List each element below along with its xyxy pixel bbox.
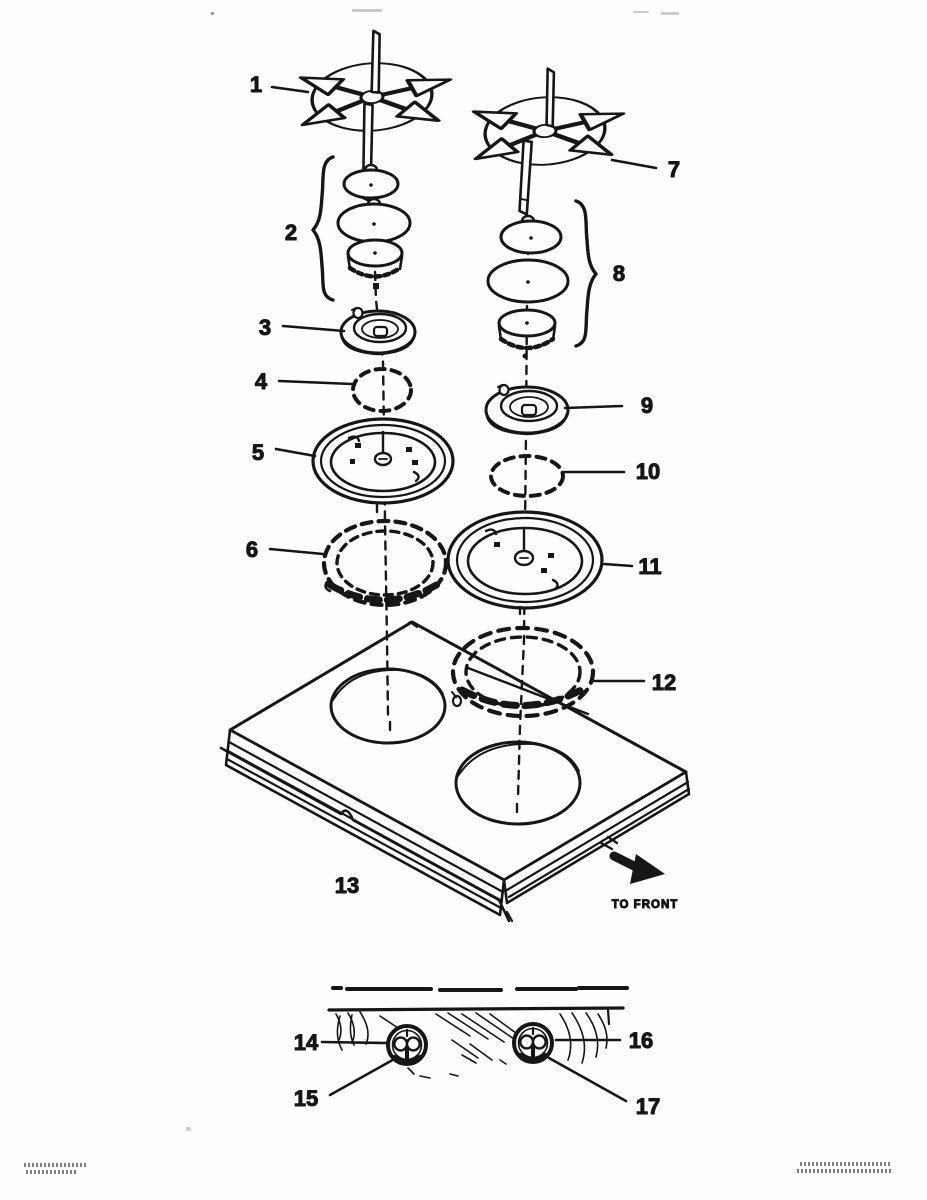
panel-edge-segments bbox=[333, 988, 627, 990]
right-retainer-ring bbox=[491, 456, 563, 496]
callout-13-label: 13 bbox=[334, 873, 360, 898]
callout-4-label: 4 bbox=[254, 369, 268, 394]
callout-17-label: 17 bbox=[635, 1094, 661, 1119]
left-drip-pan bbox=[313, 419, 453, 512]
control-panel-section bbox=[329, 988, 627, 1078]
cooktop-base bbox=[221, 622, 689, 921]
to-front-label: TO FRONT bbox=[611, 899, 679, 911]
callout-14-label: 14 bbox=[293, 1030, 319, 1055]
right-drip-pan bbox=[448, 512, 602, 614]
callout-2-label: 2 bbox=[284, 220, 298, 245]
left-retainer-ring bbox=[353, 369, 411, 411]
right-burner-cap-stack bbox=[488, 201, 596, 359]
scan-speck bbox=[352, 9, 382, 12]
fine-print-left-line1 bbox=[24, 1163, 88, 1167]
right-burner-bowl bbox=[486, 385, 568, 434]
fine-print-left-line2 bbox=[26, 1170, 76, 1174]
callout-5-label: 5 bbox=[251, 440, 265, 465]
callout-16-label: 16 bbox=[628, 1028, 654, 1053]
callout-10-label: 10 bbox=[635, 459, 661, 484]
scan-speck bbox=[633, 11, 649, 13]
callout-labels bbox=[246, 72, 680, 1119]
fine-print-right-line2 bbox=[797, 1169, 893, 1173]
callout-11-label: 11 bbox=[638, 554, 662, 579]
scan-speck bbox=[661, 12, 679, 15]
right-burner-grate bbox=[462, 63, 633, 218]
callout-8-label: 8 bbox=[612, 261, 626, 286]
callout-9-label: 9 bbox=[640, 393, 654, 418]
callout-3-label: 3 bbox=[258, 315, 272, 340]
scan-speck bbox=[186, 1127, 191, 1131]
scan-speck bbox=[211, 12, 214, 15]
fine-print-right-line1 bbox=[800, 1162, 892, 1166]
left-burner-bowl bbox=[341, 308, 415, 354]
right-control-knob[interactable] bbox=[514, 1024, 552, 1062]
leader-lines bbox=[270, 87, 656, 1101]
callout-15-label: 15 bbox=[293, 1086, 319, 1111]
to-front-arrow-icon bbox=[601, 837, 665, 884]
callout-1-label: 1 bbox=[249, 72, 263, 97]
callout-12-label: 12 bbox=[651, 670, 677, 695]
panel-front-edge bbox=[329, 1008, 623, 1010]
brace-8 bbox=[576, 201, 596, 346]
callout-6-label: 6 bbox=[245, 537, 259, 562]
left-burner-cap-stack bbox=[313, 157, 410, 300]
brace-2 bbox=[313, 157, 333, 300]
callout-7-label: 7 bbox=[667, 157, 681, 182]
